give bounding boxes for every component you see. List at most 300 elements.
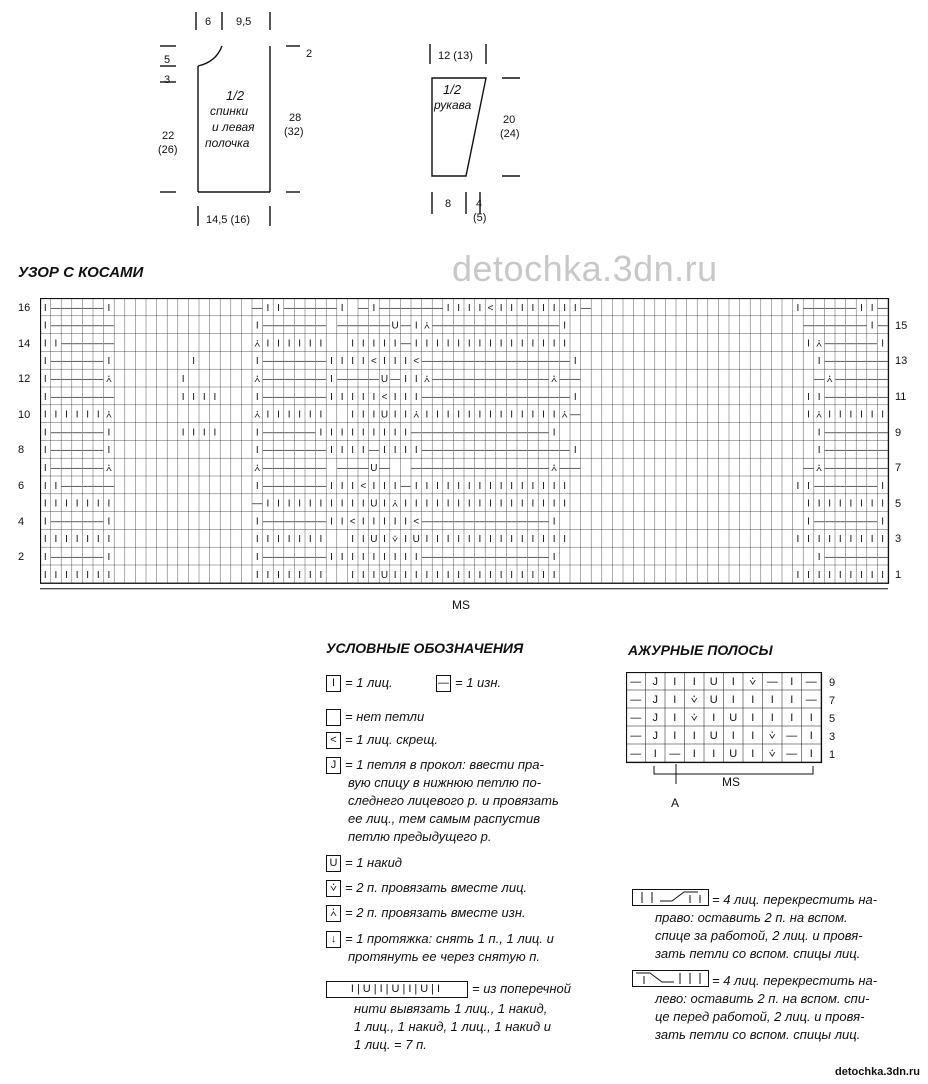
chart-cell-symbol: — — [559, 445, 570, 457]
chart-cell-symbol: I — [393, 391, 397, 403]
k2tog-text: = 2 п. провязать вместе лиц. — [345, 880, 528, 895]
chart-cell-symbol: — — [61, 374, 72, 386]
chart-cell-symbol: ⩑ — [816, 463, 823, 475]
chart-cell-symbol: — — [347, 320, 358, 332]
chart-cell-symbol: I — [563, 338, 567, 350]
lace-cell-symbol: J — [652, 675, 658, 688]
prokol-symbol: J — [326, 757, 341, 774]
chart-cell-symbol: I — [351, 569, 355, 581]
chart-cell-symbol: I — [467, 338, 471, 350]
chart-cell-symbol: — — [527, 374, 538, 386]
cable-left-text-3: це перед работой, 2 лиц. и провя- — [655, 1009, 865, 1024]
chart-cell-symbol: I — [499, 534, 503, 546]
chart-cell-symbol: — — [262, 463, 273, 475]
legend-crossed-knit — [326, 731, 438, 749]
chart-cell-symbol: — — [284, 320, 295, 332]
chart-cell-symbol: I — [807, 534, 810, 546]
chart-cell-symbol: — — [432, 427, 443, 439]
chart-cell-symbol: I — [478, 569, 482, 581]
chart-cell-symbol: — — [474, 463, 485, 475]
chart-cell-symbol: — — [50, 516, 61, 528]
chart-cell-symbol: — — [835, 374, 846, 386]
chart-cell-symbol: — — [284, 480, 295, 492]
chart-cell-symbol: I — [414, 391, 418, 403]
chart-cell-symbol: — — [845, 463, 856, 475]
lace-cell-symbol: I — [731, 675, 735, 688]
chart-cell-symbol: — — [50, 445, 61, 457]
chart-cell-symbol: I — [414, 569, 418, 581]
chart-cell-symbol: — — [485, 552, 496, 564]
chart-cell-symbol: I — [393, 409, 397, 421]
chart-cell-symbol: — — [549, 320, 560, 332]
left-row-number: 14 — [18, 337, 31, 350]
chart-cell-symbol: I — [807, 516, 810, 528]
chart-cell-symbol: — — [517, 445, 528, 457]
chart-cell-symbol: — — [103, 320, 114, 332]
chart-cell-symbol: I — [446, 534, 450, 546]
back-label-fraction: 1/2 — [226, 88, 245, 103]
chart-cell-symbol: — — [61, 427, 72, 439]
right-row-number: 3 — [895, 533, 902, 546]
chart-cell-symbol: — — [474, 391, 485, 403]
lace-cell-symbol: — — [630, 711, 642, 724]
chart-cell-symbol: I — [489, 480, 492, 492]
chart-cell-symbol: I — [489, 338, 492, 350]
chart-cell-symbol: I — [330, 480, 333, 492]
chart-cell-symbol: — — [400, 338, 411, 350]
lace-cell-symbol: — — [630, 693, 642, 706]
chart-cell-symbol: I — [807, 480, 810, 492]
chart-cell-symbol: I — [552, 516, 556, 528]
chart-cell-symbol: — — [856, 552, 867, 564]
back-neck-drop-dim: 2 — [306, 48, 313, 60]
chart-cell-symbol: — — [814, 480, 825, 492]
chart-cell-symbol: < — [370, 356, 377, 368]
chart-cell-symbol: — — [517, 463, 528, 475]
chart-cell-symbol: — — [432, 391, 443, 403]
chart-cell-symbol: I — [266, 498, 270, 510]
chart-cell-symbol: I — [404, 516, 408, 528]
chart-cell-symbol: I — [65, 498, 68, 510]
chart-cell-symbol: — — [835, 427, 846, 439]
chart-cell-symbol: I — [457, 302, 461, 314]
chart-cell-symbol: — — [443, 463, 454, 475]
chart-cell-symbol: I — [319, 409, 323, 421]
chart-cell-symbol: I — [531, 498, 535, 510]
increase-text-3: 1 лиц., 1 накид, 1 лиц., 1 накид и — [354, 1019, 551, 1034]
back-label-line2: спинки — [210, 104, 249, 118]
chart-cell-symbol: I — [838, 409, 842, 421]
chart-cell-symbol: — — [432, 463, 443, 475]
crossed-knit-text: = 1 лиц. скрещ. — [345, 732, 439, 747]
legend-knit — [326, 674, 393, 692]
sleeve-label-fraction: 1/2 — [443, 82, 462, 97]
chart-cell-symbol: I — [510, 569, 514, 581]
chart-cell-symbol: — — [877, 552, 888, 564]
lace-cell-symbol: I — [731, 729, 735, 742]
chart-cell-symbol: I — [75, 498, 79, 510]
chart-cell-symbol: I — [563, 498, 567, 510]
chart-cell-symbol: — — [72, 445, 83, 457]
chart-cell-symbol: I — [393, 552, 397, 564]
chart-cell-symbol: I — [542, 338, 545, 350]
chart-cell-symbol: I — [298, 409, 302, 421]
chart-cell-symbol: I — [552, 302, 556, 314]
chart-cell-symbol: I — [351, 445, 355, 457]
chart-cell-symbol: I — [340, 427, 344, 439]
chart-cell-symbol: I — [817, 445, 821, 457]
chart-cell-symbol: I — [298, 534, 302, 546]
chart-cell-symbol: I — [520, 302, 524, 314]
chart-cell-symbol: I — [361, 552, 365, 564]
chart-cell-symbol: I — [817, 427, 821, 439]
chart-cell-symbol: — — [835, 320, 846, 332]
chart-cell-symbol: I — [287, 498, 291, 510]
chart-cell-symbol: I — [86, 498, 90, 510]
chart-cell-symbol: — — [835, 480, 846, 492]
chart-cell-symbol: — — [474, 320, 485, 332]
chart-cell-symbol: I — [860, 534, 863, 546]
chart-cell-symbol: I — [393, 445, 397, 457]
chart-cell-symbol: — — [61, 320, 72, 332]
chart-cell-symbol: I — [65, 409, 68, 421]
chart-cell-symbol: — — [421, 552, 432, 564]
chart-cell-symbol: — — [72, 427, 83, 439]
chart-cell-symbol: I — [436, 569, 439, 581]
chart-cell-symbol: I — [43, 534, 47, 546]
left-row-number: 16 — [18, 302, 31, 314]
chart-cell-symbol: I — [43, 409, 47, 421]
chart-cell-symbol: I — [277, 534, 280, 546]
chart-cell-symbol: ⩑ — [423, 320, 430, 332]
chart-cell-symbol: — — [845, 338, 856, 350]
chart-cell-symbol: — — [824, 445, 835, 457]
chart-cell-symbol: — — [835, 445, 846, 457]
chart-cell-symbol: I — [361, 409, 365, 421]
chart-cell-symbol: I — [881, 569, 885, 581]
chart-cell-symbol: I — [308, 569, 312, 581]
chart-cell-symbol: — — [432, 445, 443, 457]
chart-cell-symbol: — — [262, 374, 273, 386]
chart-cell-symbol: — — [464, 445, 475, 457]
chart-cell-symbol: I — [457, 409, 461, 421]
chart-cell-symbol: — — [453, 374, 464, 386]
chart-cell-symbol: — — [474, 356, 485, 368]
sleeve-height-alt: (24) — [500, 128, 520, 140]
chart-cell-symbol: — — [538, 356, 549, 368]
chart-cell-symbol: I — [107, 569, 111, 581]
chart-cell-symbol: I — [404, 356, 408, 368]
chart-cell-symbol: I — [552, 569, 556, 581]
prokol-cont-4: петлю предыдущего р. — [348, 829, 492, 844]
lace-cell-symbol: — — [630, 729, 642, 742]
chart-cell-symbol: I — [372, 480, 376, 492]
chart-cell-symbol: I — [807, 391, 810, 403]
chart-cell-symbol: I — [796, 534, 800, 546]
chart-cell-symbol: — — [273, 374, 284, 386]
chart-cell-symbol: — — [432, 356, 443, 368]
chart-cell-symbol: I — [414, 480, 418, 492]
chart-cell-symbol: — — [845, 356, 856, 368]
chart-cell-symbol: I — [881, 338, 885, 350]
right-row-number: 11 — [895, 391, 907, 403]
chart-cell-symbol: — — [485, 463, 496, 475]
chart-cell-symbol: I — [881, 534, 885, 546]
increase-text-1: = из поперечной — [472, 981, 571, 996]
chart-cell-symbol: I — [351, 552, 355, 564]
crossed-knit-symbol: < — [326, 732, 341, 749]
legend-prokol — [326, 756, 544, 774]
chart-cell-symbol: — — [570, 463, 581, 475]
back-right-height: 28 — [289, 112, 302, 124]
chart-cell-symbol: — — [337, 320, 348, 332]
chart-cell-symbol: I — [457, 338, 461, 350]
chart-cell-symbol: — — [453, 356, 464, 368]
chart-cell-symbol: — — [358, 374, 369, 386]
chart-cell-symbol: — — [517, 391, 528, 403]
chart-cell-symbol: I — [478, 338, 482, 350]
chart-cell-symbol: — — [845, 552, 856, 564]
chart-cell-symbol: I — [383, 445, 386, 457]
chart-cell-symbol: — — [421, 516, 432, 528]
chart-cell-symbol: — — [538, 320, 549, 332]
chart-cell-symbol: I — [192, 391, 196, 403]
chart-cell-symbol: — — [835, 391, 846, 403]
chart-cell-symbol: — — [82, 516, 93, 528]
chart-cell-symbol: — — [867, 516, 878, 528]
chart-cell-symbol: I — [266, 338, 270, 350]
chart-cell-symbol: — — [538, 391, 549, 403]
chart-cell-symbol: — — [549, 391, 560, 403]
chart-cell-symbol: U — [370, 498, 378, 510]
chart-cell-symbol: I — [552, 338, 556, 350]
chart-cell-symbol: — — [443, 356, 454, 368]
legend-increase — [326, 980, 571, 998]
chart-cell-symbol: — — [273, 445, 284, 457]
lace-cell-symbol: — — [805, 693, 817, 706]
chart-cell-symbol: — — [464, 320, 475, 332]
chart-cell-symbol: I — [54, 498, 58, 510]
chart-cell-symbol: ⩑ — [413, 409, 420, 421]
sleeve-bottom-b-alt: (5) — [473, 212, 487, 224]
chart-cell-symbol: — — [315, 463, 326, 475]
chart-cell-symbol: I — [351, 427, 355, 439]
chart-cell-symbol: — — [559, 391, 570, 403]
chart-cell-symbol: I — [425, 534, 429, 546]
chart-cell-symbol: I — [43, 463, 47, 475]
chart-cell-symbol: I — [552, 534, 556, 546]
lace-cell-symbol: ⩒ — [690, 693, 698, 706]
chart-cell-symbol: I — [828, 498, 832, 510]
chart-cell-symbol: — — [517, 320, 528, 332]
lace-row-number: 5 — [829, 713, 836, 726]
chart-cell-symbol: I — [372, 302, 376, 314]
chart-cell-symbol: — — [315, 302, 326, 314]
chart-cell-symbol: I — [436, 534, 439, 546]
chart-cell-symbol: — — [464, 356, 475, 368]
chart-cell-symbol: I — [467, 409, 471, 421]
chart-cell-symbol: — — [867, 356, 878, 368]
chart-cell-symbol: — — [82, 445, 93, 457]
chart-cell-symbol: I — [510, 409, 514, 421]
chart-cell-symbol: — — [61, 552, 72, 564]
no-stitch-symbol — [326, 709, 341, 726]
chart-cell-symbol: — — [453, 463, 464, 475]
chart-cell-symbol: — — [273, 356, 284, 368]
lace-cell-symbol: U — [709, 729, 718, 742]
sleeve-bottom-a: 8 — [445, 198, 452, 210]
chart-cell-symbol: I — [807, 409, 810, 421]
chart-cell-symbol: I — [43, 391, 47, 403]
chart-cell-symbol: I — [43, 516, 47, 528]
chart-cell-symbol: — — [390, 302, 401, 314]
chart-cell-symbol: — — [93, 320, 104, 332]
chart-cell-symbol: I — [467, 480, 471, 492]
chart-cell-symbol: I — [467, 569, 471, 581]
chart-cell-symbol: — — [61, 356, 72, 368]
chart-cell-symbol: I — [828, 569, 832, 581]
chart-cell-symbol: I — [372, 427, 376, 439]
slip-pass-text: = 1 протяжка: снять 1 п., 1 лиц. и — [345, 931, 554, 946]
chart-cell-symbol: — — [464, 427, 475, 439]
chart-cell-symbol: < — [413, 356, 420, 368]
chart-cell-symbol: — — [474, 552, 485, 564]
lace-cell-symbol: ⩒ — [749, 675, 757, 688]
chart-cell-symbol: — — [845, 302, 856, 314]
chart-cell-symbol: — — [93, 516, 104, 528]
chart-cell-symbol: < — [349, 516, 356, 528]
chart-cell-symbol: I — [383, 356, 386, 368]
chart-cell-symbol: I — [202, 427, 206, 439]
chart-cell-symbol: I — [520, 569, 524, 581]
chart-cell-symbol: — — [538, 463, 549, 475]
chart-cell-symbol: I — [107, 498, 111, 510]
left-row-number: 4 — [18, 515, 25, 528]
chart-cell-symbol: — — [93, 391, 104, 403]
chart-cell-symbol: I — [383, 480, 386, 492]
chart-cell-symbol: I — [510, 534, 514, 546]
chart-cell-symbol: < — [487, 302, 494, 314]
chart-cell-symbol: ⩑ — [254, 463, 261, 475]
chart-cell-symbol: — — [72, 356, 83, 368]
chart-cell-symbol: I — [436, 409, 439, 421]
chart-cell-symbol: I — [298, 338, 302, 350]
sleeve-top-width: 12 (13) — [438, 50, 473, 62]
chart-cell-symbol: I — [542, 534, 545, 546]
chart-cell-symbol: — — [72, 320, 83, 332]
chart-cell-symbol: — — [82, 480, 93, 492]
chart-cell-symbol: I — [796, 569, 800, 581]
lace-row-number: 9 — [829, 677, 836, 690]
chart-cell-symbol: — — [570, 374, 581, 386]
chart-cell-symbol: — — [432, 516, 443, 528]
chart-cell-symbol: — — [856, 445, 867, 457]
chart-cell-symbol: — — [485, 445, 496, 457]
chart-cell-symbol: ⩑ — [254, 409, 261, 421]
chart-cell-symbol: — — [835, 302, 846, 314]
chart-cell-symbol: — — [506, 516, 517, 528]
chart-cell-symbol: — — [877, 302, 888, 314]
chart-cell-symbol: — — [103, 391, 114, 403]
yarn-over-text: = 1 накид — [345, 855, 402, 870]
chart-cell-symbol: — — [845, 427, 856, 439]
chart-cell-symbol: I — [86, 569, 90, 581]
chart-cell-symbol: I — [573, 391, 577, 403]
chart-cell-symbol: I — [255, 534, 259, 546]
lace-cell-symbol: — — [766, 675, 778, 688]
chart-cell-symbol: I — [340, 552, 344, 564]
chart-cell-symbol: — — [517, 427, 528, 439]
chart-cell-symbol: I — [499, 338, 503, 350]
chart-cell-symbol: — — [50, 552, 61, 564]
chart-cell-symbol: — — [496, 427, 507, 439]
chart-cell-symbol: — — [358, 302, 369, 314]
chart-cell-symbol: I — [107, 356, 111, 368]
chart-cell-symbol: — — [867, 391, 878, 403]
chart-cell-symbol: — — [368, 374, 379, 386]
prokol-cont-1: вую спицу в нижнюю петлю по- — [348, 775, 542, 790]
chart-cell-symbol: — — [305, 374, 316, 386]
lace-cell-symbol: I — [712, 711, 716, 724]
chart-cell-symbol: — — [464, 552, 475, 564]
chart-cell-symbol: — — [867, 427, 878, 439]
yarn-over-symbol: U — [326, 855, 341, 872]
chart-cell-symbol: — — [453, 391, 464, 403]
lace-cell-symbol: U — [709, 693, 718, 706]
chart-cell-symbol: ⩑ — [551, 374, 558, 386]
chart-cell-symbol: — — [867, 463, 878, 475]
chart-cell-symbol: ⩑ — [423, 374, 430, 386]
chart-cell-symbol: — — [315, 320, 326, 332]
lace-cell-symbol: I — [790, 675, 794, 688]
chart-cell-symbol: — — [72, 463, 83, 475]
chart-cell-symbol: I — [255, 480, 259, 492]
chart-cell-symbol: I — [446, 569, 450, 581]
chart-cell-symbol: I — [457, 480, 461, 492]
chart-cell-symbol: I — [277, 338, 280, 350]
lace-cell-symbol: J — [652, 693, 658, 706]
lace-repeat-bracket — [654, 766, 813, 774]
chart-cell-symbol: I — [43, 320, 47, 332]
chart-cell-symbol: I — [478, 534, 482, 546]
chart-cell-symbol: — — [411, 427, 422, 439]
chart-cell-symbol: < — [413, 516, 420, 528]
right-row-number: 7 — [895, 462, 902, 475]
cable-right-text-1: = 4 лиц. перекрестить на- — [712, 892, 878, 907]
chart-cell-symbol: — — [824, 463, 835, 475]
chart-cell-symbol: ⩑ — [561, 409, 568, 421]
chart-cell-symbol: I — [107, 552, 111, 564]
chart-cell-symbol: — — [358, 463, 369, 475]
lace-row-number: 7 — [829, 695, 836, 708]
chart-cell-symbol: I — [817, 534, 821, 546]
chart-cell-symbol: — — [527, 445, 538, 457]
chart-cell-symbol: — — [559, 374, 570, 386]
chart-cell-symbol: I — [796, 480, 800, 492]
chart-cell-symbol: — — [421, 302, 432, 314]
chart-cell-symbol: — — [273, 391, 284, 403]
lace-cell-symbol: — — [669, 747, 681, 760]
chart-cell-symbol: I — [340, 445, 344, 457]
chart-cell-symbol: I — [255, 516, 259, 528]
lace-cell-symbol: — — [630, 675, 642, 688]
chart-cell-symbol: — — [824, 320, 835, 332]
lace-cell-symbol: I — [770, 711, 774, 724]
chart-cell-symbol: I — [414, 498, 418, 510]
chart-cell-symbol: — — [315, 516, 326, 528]
chart-cell-symbol: — — [337, 374, 348, 386]
chart-cell-symbol: I — [414, 552, 418, 564]
